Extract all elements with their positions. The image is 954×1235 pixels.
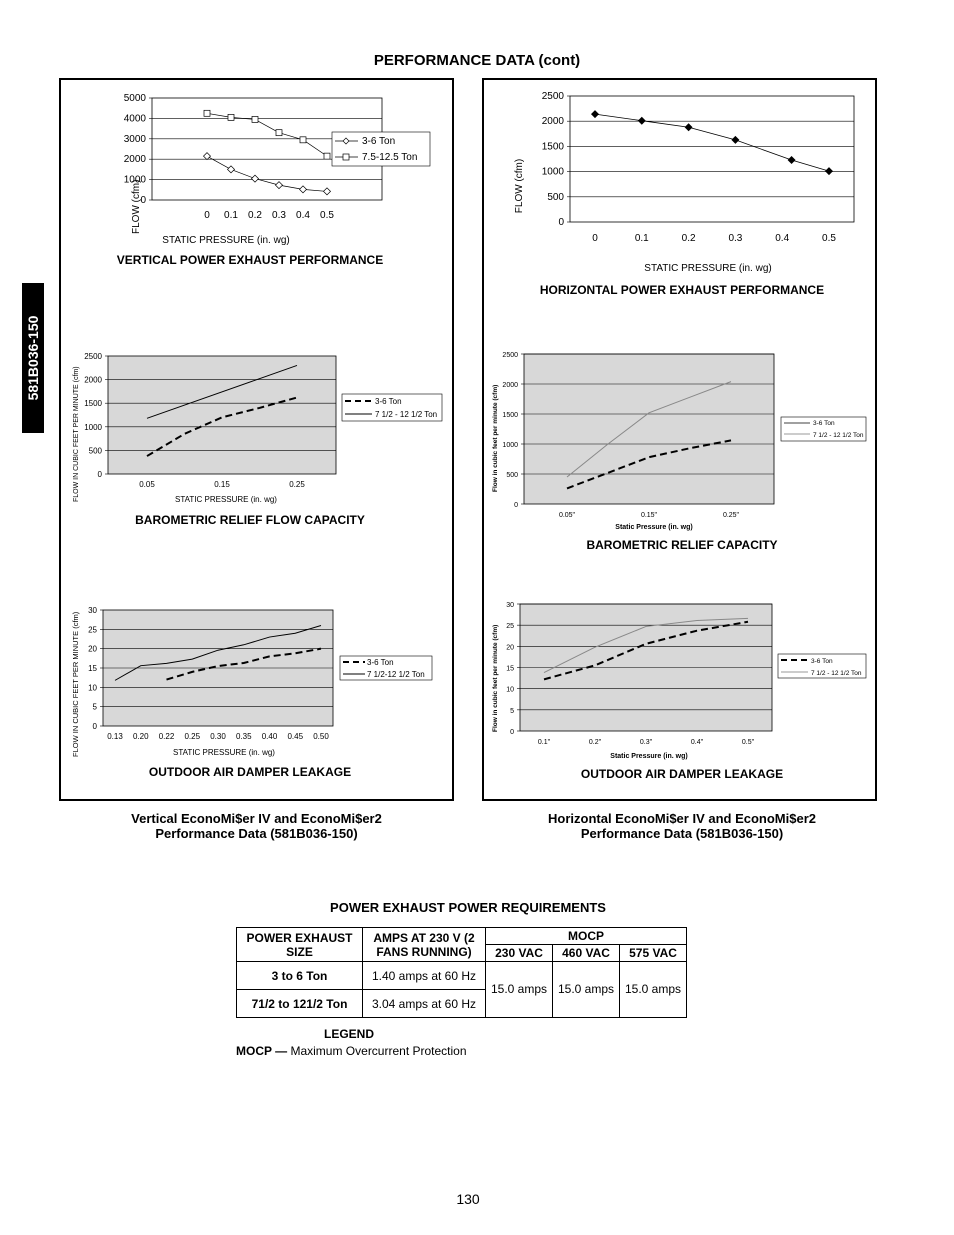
header-mocp: MOCP: [486, 928, 687, 945]
hod-ytick: 25: [506, 623, 514, 631]
vod-ytick: 20: [88, 644, 97, 654]
vpe-point: [204, 110, 210, 116]
chart-vod: [60, 585, 450, 760]
vbr-plot-area: [108, 356, 336, 474]
hod-ytick: 0: [510, 729, 514, 736]
vpe-xlabel: STATIC PRESSURE (in. wg): [162, 235, 290, 246]
hod-xtick: 0.3": [639, 739, 653, 746]
vod-legend: [340, 656, 432, 680]
mocp-230: 15.0 amps: [486, 962, 553, 1018]
vpe-legend-2: 7.5-12.5 Ton: [362, 152, 418, 163]
vod-xlabel: STATIC PRESSURE (in. wg): [173, 748, 275, 757]
hbr-legend-2: 7 1/2 - 12 1/2 Ton: [813, 432, 864, 439]
row-size: 3 to 6 Ton: [237, 962, 363, 990]
hpe-xtick: 0: [592, 233, 598, 244]
vbr-ylabel: FLOW IN CUBIC FEET PER MINUTE (cfm): [73, 366, 80, 502]
chart-hpe: [484, 84, 874, 279]
vpe-xtick: 0.1: [224, 210, 238, 221]
vbr-xtick: 0.05: [139, 480, 155, 489]
hod-legend-2: 7 1/2 - 12 1/2 Ton: [811, 670, 862, 677]
vpe-ytick: 4000: [123, 113, 146, 125]
hod-ytick: 10: [506, 686, 514, 694]
vpe-ytick: 2000: [123, 154, 146, 166]
vod-xtick: 0.30: [210, 732, 226, 741]
vod-ytick: 0: [92, 722, 97, 731]
hpe-ytick: 2000: [541, 116, 564, 128]
hbr-legend-1: 3-6 Ton: [813, 420, 835, 427]
vbr-title: BAROMETRIC RELIEF FLOW CAPACITY: [135, 513, 365, 527]
hpe-ytick: 1500: [541, 141, 564, 153]
vpe-point: [324, 153, 330, 159]
vbr-ytick: 2000: [84, 375, 102, 385]
hpe-ytick: 1000: [541, 166, 564, 178]
hpe-xtick: 0.4: [775, 233, 790, 244]
vbr-ytick: 2500: [84, 352, 102, 361]
hpe-ytick: 2500: [541, 91, 564, 102]
vod-ytick: 15: [88, 664, 97, 673]
vod-title: OUTDOOR AIR DAMPER LEAKAGE: [148, 765, 352, 779]
vpe-point: [300, 137, 306, 143]
hod-xtick: 0.4": [690, 739, 704, 746]
vbr-xlabel: STATIC PRESSURE (in. wg): [175, 495, 277, 504]
header-575vac: 575 VAC: [620, 945, 687, 962]
left-caption-line-1: Vertical EconoMi$er IV and EconoMi$er2: [131, 811, 382, 826]
hod-ytick: 20: [506, 644, 514, 652]
vbr-ytick: 500: [88, 446, 102, 456]
vpe-ylabel: FLOW (cfm): [131, 179, 142, 234]
vpe-xtick: 0.5: [320, 210, 334, 221]
vpe-point: [276, 130, 282, 136]
hpe-ytick: 0: [558, 217, 564, 228]
legend-title: LEGEND: [323, 1027, 374, 1041]
power-table-title: POWER EXHAUST POWER REQUIREMENTS: [330, 900, 606, 915]
hod-legend: [778, 654, 866, 678]
vpe-xtick: 0.4: [296, 210, 310, 221]
row-size: 71/2 to 121/2 Ton: [237, 990, 363, 1018]
hod-xtick: 0.2": [588, 739, 602, 746]
right-caption-line-1: Horizontal EconoMi$er IV and EconoMi$er2: [548, 811, 816, 826]
vod-ytick: 5: [92, 702, 97, 712]
vod-ytick: 25: [88, 625, 97, 635]
power-requirements-table: [236, 927, 687, 1018]
legend-item: [236, 1044, 467, 1058]
hod-legend-1: 3-6 Ton: [811, 658, 833, 665]
hbr-ytick: 1500: [502, 412, 518, 419]
hbr-xtick: 0.05": [558, 512, 576, 519]
vod-xtick: 0.50: [313, 732, 329, 741]
hbr-xlabel: Static Pressure (in. wg): [615, 524, 693, 531]
page-title: PERFORMANCE DATA (cont): [373, 52, 581, 69]
row-amps: 1.40 amps at 60 Hz: [363, 962, 486, 990]
header-230vac: 230 VAC: [486, 945, 553, 962]
vod-xtick: 0.45: [287, 732, 304, 741]
chart-vbr: [60, 340, 450, 508]
hod-xtick: 0.5": [741, 739, 755, 746]
vbr-ytick: 1500: [84, 399, 102, 409]
vod-xtick: 0.40: [261, 732, 278, 741]
hbr-plot-area: [524, 354, 774, 504]
hpe-xlabel: STATIC PRESSURE (in. wg): [644, 263, 772, 274]
vpe-xtick: 0: [204, 210, 210, 221]
hod-xtick: 0.1": [537, 739, 551, 746]
vbr-xtick: 0.25: [289, 480, 305, 489]
vod-xtick: 0.20: [132, 732, 149, 741]
hbr-xtick: 0.25": [722, 512, 740, 519]
vod-xtick: 0.25: [184, 732, 201, 741]
vpe-ytick: 5000: [123, 93, 146, 104]
hpe-plot-area: [570, 96, 854, 222]
mocp-460: 15.0 amps: [553, 962, 620, 1018]
hod-title: OUTDOOR AIR DAMPER LEAKAGE: [580, 767, 784, 781]
vod-ytick: 30: [88, 606, 97, 615]
vpe-xtick: 0.2: [248, 210, 262, 221]
hod-xlabel: Static Pressure (in. wg): [610, 753, 688, 760]
mocp-575: 15.0 amps: [620, 962, 687, 1018]
hbr-ytick: 0: [514, 502, 518, 509]
hbr-ylabel: Flow in cubic feet per minute (cfm): [492, 384, 499, 492]
legend-term: MOCP —: [236, 1044, 288, 1058]
vod-legend-1: 3-6 Ton: [367, 658, 394, 667]
vbr-legend: [342, 394, 442, 421]
left-caption: [59, 811, 454, 841]
hpe-xtick: 0.1: [634, 233, 649, 244]
vpe-ytick: 3000: [123, 133, 146, 145]
vpe-point: [252, 116, 258, 122]
vod-xtick: 0.35: [235, 732, 252, 741]
vod-ylabel: FLOW IN CUBIC FEET PER MINUTE (cfm): [71, 611, 80, 757]
chart-hod: [484, 596, 874, 764]
side-tab-label: 581B036-150: [25, 315, 41, 401]
vbr-legend-1: 3-6 Ton: [375, 397, 402, 406]
page-number: 130: [456, 1191, 480, 1207]
hpe-xtick: 0.5: [822, 233, 836, 244]
hod-ylabel: Flow in cubic feet per minute (cfm): [492, 624, 499, 732]
vod-legend-2: 7 1/2-12 1/2 Ton: [367, 670, 425, 679]
vbr-legend-2: 7 1/2 - 12 1/2 Ton: [375, 410, 438, 419]
vbr-ytick: 0: [97, 470, 102, 479]
hod-ytick: 30: [506, 602, 514, 609]
vpe-ytick: 0: [140, 195, 146, 206]
vpe-xtick: 0.3: [272, 210, 286, 221]
hpe-ylabel: FLOW (cfm): [514, 158, 525, 214]
vpe-point: [228, 114, 234, 120]
vpe-legend-1: 3-6 Ton: [362, 136, 396, 147]
hpe-ytick: 500: [547, 191, 564, 203]
hbr-legend: [781, 417, 866, 441]
vpe-ytick: 1000: [123, 174, 146, 186]
vbr-xtick: 0.15: [214, 480, 230, 489]
legend-definition: Maximum Overcurrent Protection: [290, 1044, 467, 1058]
right-caption-line-2: Performance Data (581B036-150): [580, 826, 784, 841]
vod-ytick: 10: [88, 683, 97, 693]
hpe-xtick: 0.2: [681, 233, 696, 244]
hbr-ytick: 500: [506, 472, 518, 479]
hbr-ytick: 2500: [502, 352, 518, 359]
left-caption-line-2: Performance Data (581B036-150): [155, 826, 358, 841]
hbr-ytick: 1000: [502, 442, 518, 449]
header-size: POWER EXHAUST SIZE: [237, 928, 363, 962]
chart-hbr: [484, 345, 874, 535]
header-460vac: 460 VAC: [553, 945, 620, 962]
hpe-title: HORIZONTAL POWER EXHAUST PERFORMANCE: [539, 283, 825, 297]
vbr-ytick: 1000: [84, 422, 102, 432]
hod-ytick: 5: [510, 707, 514, 715]
hbr-xtick: 0.15": [640, 512, 658, 519]
table-row: [237, 962, 687, 990]
right-caption: [482, 811, 882, 841]
vpe-legend: [332, 132, 430, 166]
hbr-ytick: 2000: [502, 382, 518, 389]
header-amps: AMPS AT 230 V (2 FANS RUNNING): [363, 928, 486, 962]
vod-xtick: 0.22: [158, 732, 175, 741]
hbr-title: BAROMETRIC RELIEF CAPACITY: [586, 538, 778, 552]
chart-vpe: [60, 84, 450, 254]
vpe-title: VERTICAL POWER EXHAUST PERFORMANCE: [116, 253, 384, 267]
hod-ytick: 15: [506, 665, 514, 673]
hpe-xtick: 0.3: [728, 233, 743, 244]
side-tab: [22, 283, 44, 433]
vod-xtick: 0.13: [107, 732, 123, 741]
row-amps: 3.04 amps at 60 Hz: [363, 990, 486, 1018]
